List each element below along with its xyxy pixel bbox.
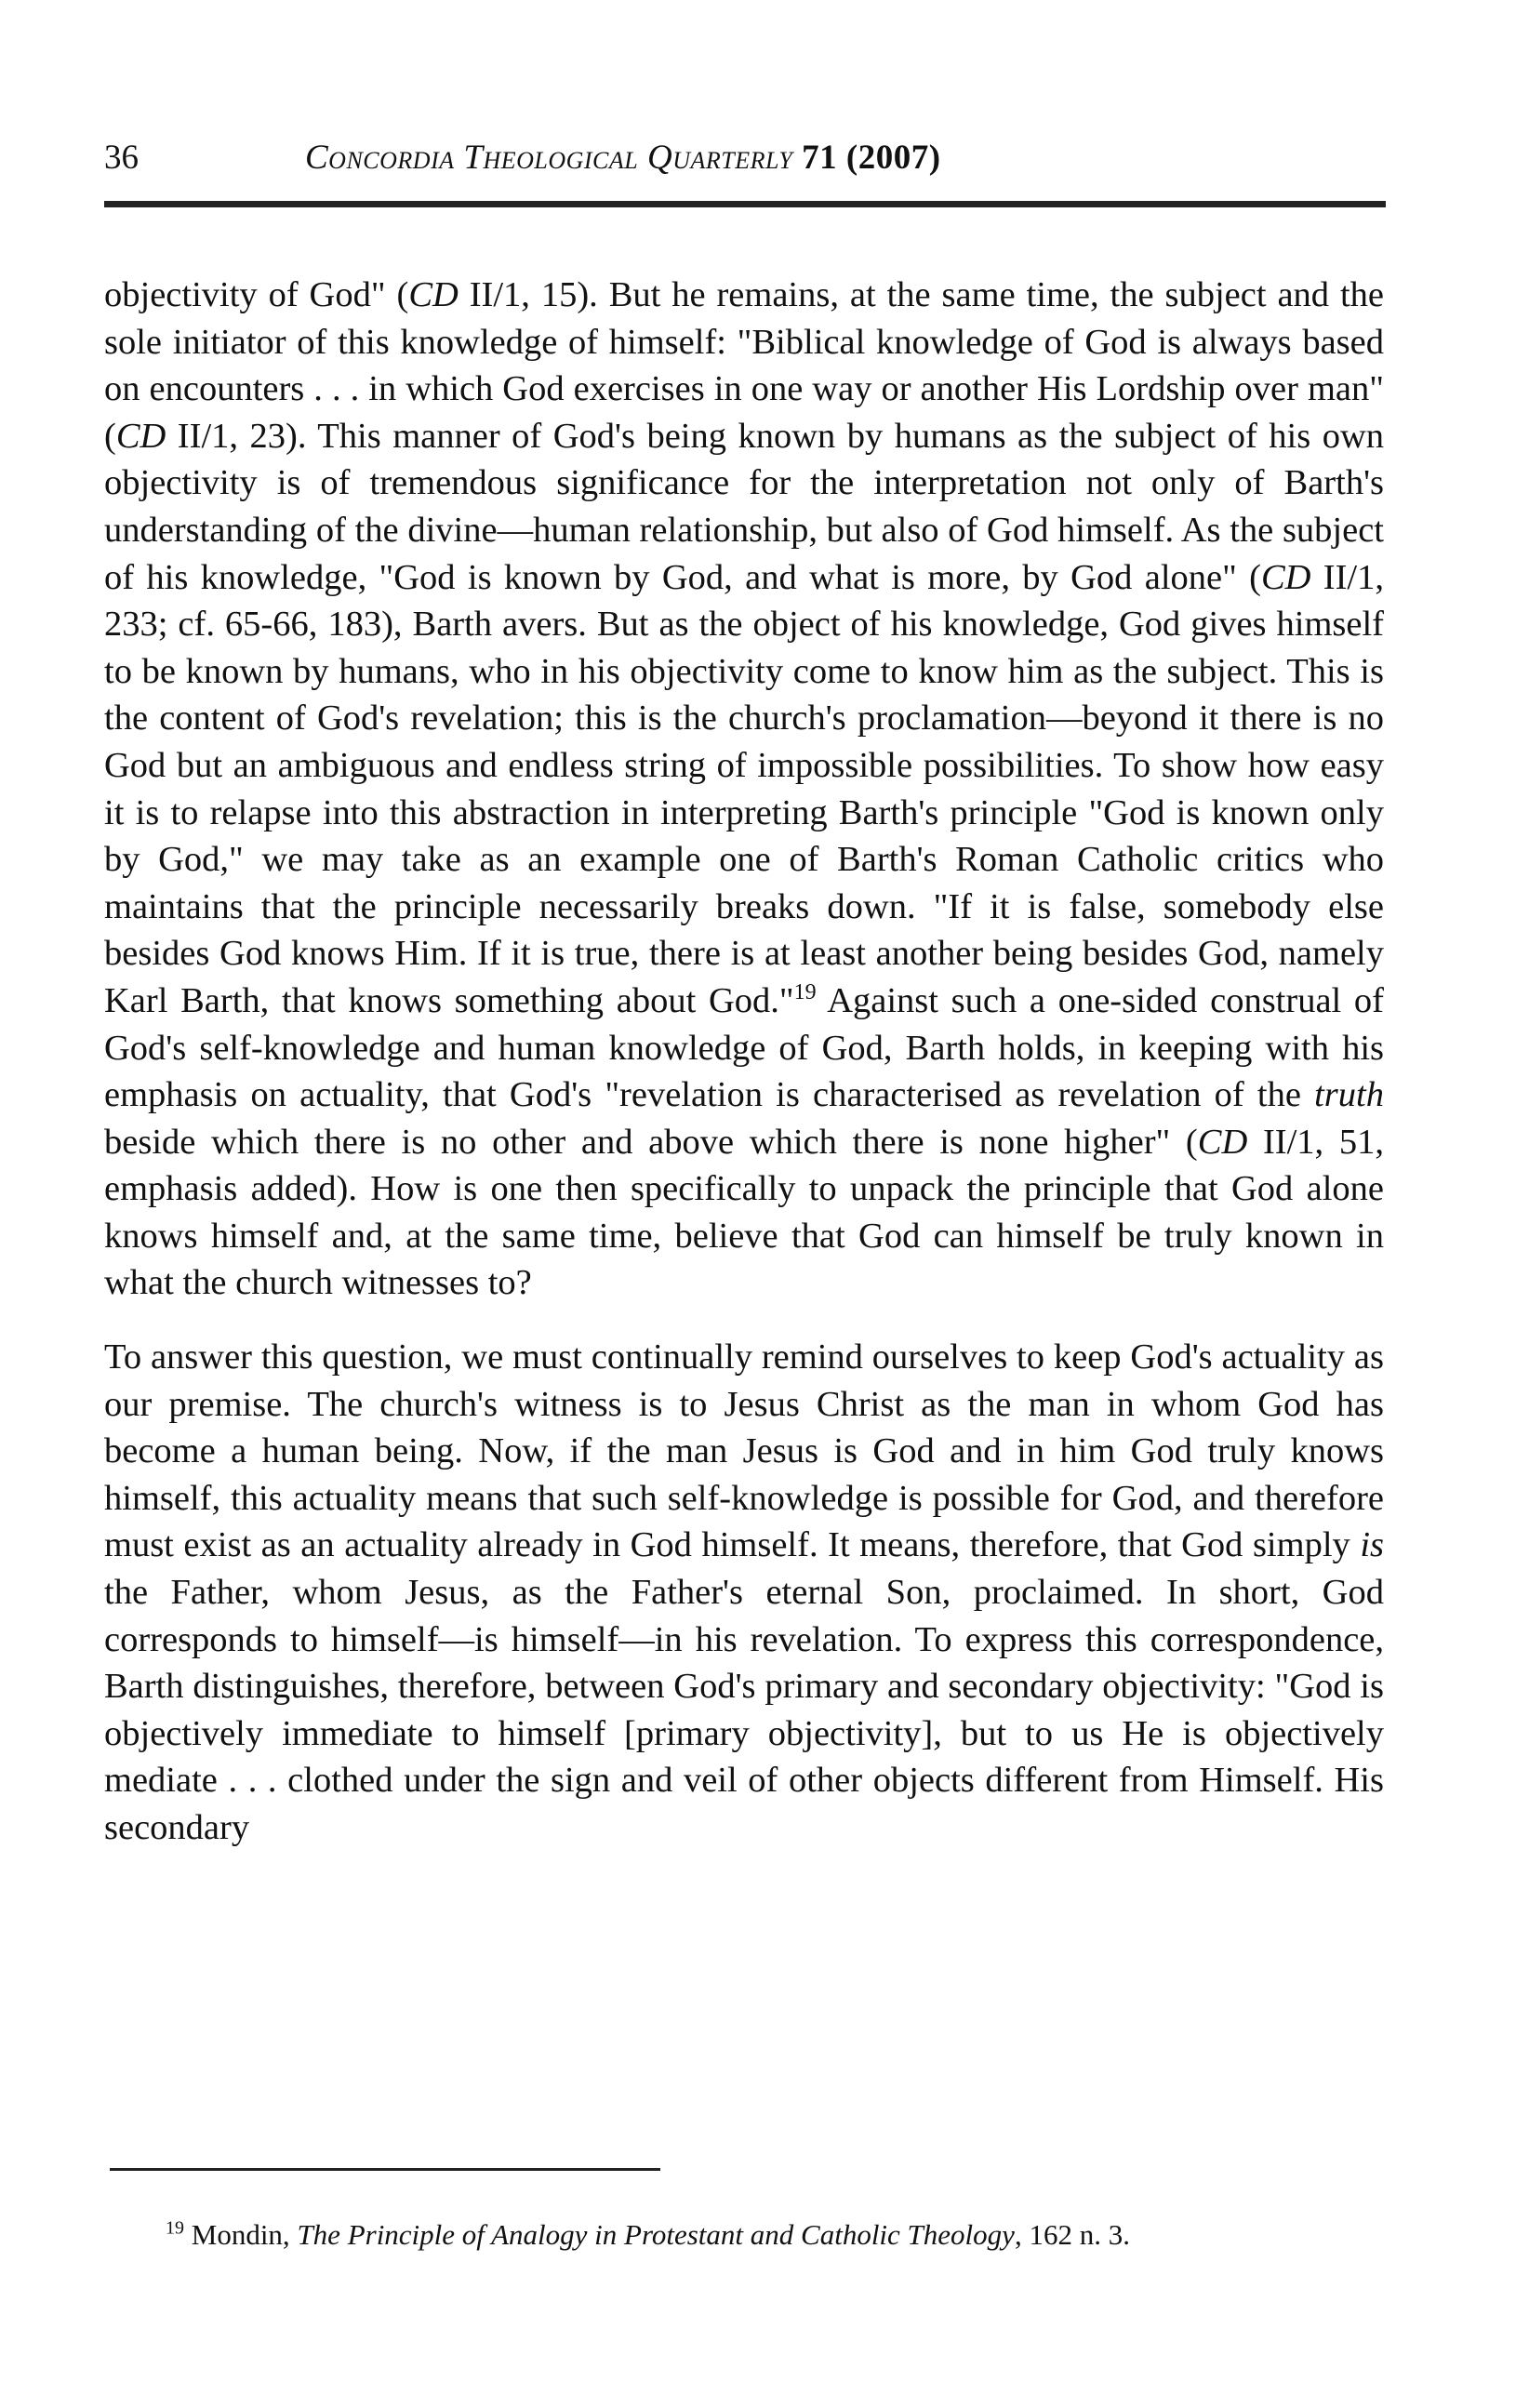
footnote-rest: , 162 n. 3. (1014, 2218, 1130, 2251)
footnote-reference[interactable]: 19 (793, 980, 817, 1005)
p1-text-g: II/1, 233; cf. 65-66, 183), Barth avers. But as the object of his knowledge, God gives himself to be known by humans, who in his objectivity come to know him as the subject. This is the content of God's revelation; this is the church's proclamation—beyond it there is no God but an ambiguous and endless string of impossible possibilities. To show how easy it is to relapse into this abstraction in interpreting Barth's principle "God is known only by God," we may take as an example one of Barth's Roman Catholic critics who maintains that the principle necessarily breaks down. "If it is false, somebody else besides God knows Him. If it is true, there is at least another being besides God, namely Karl Barth, that knows something about God." (104, 557, 1384, 1020)
p1-text-e: II/1, 23). This manner of God's being known by humans as the subject of his own objectivity is of tremendous significance for the interpretation not only of Barth's understanding of the divine—human relationship, but also of God himself. As the subject of his knowledge, "God is known by God, and what is more, by God alone" ( (104, 416, 1384, 597)
page-number: 36 (104, 139, 139, 177)
p1-cd-1: CD (408, 275, 459, 314)
footnote-number: 19 (166, 2217, 184, 2239)
journal-title: Concordia Theological Quarterly (305, 139, 793, 177)
running-header (104, 138, 1384, 193)
p2-text-a: To answer this question, we must continually remind ourselves to keep God's actuality as our premise. The church's witness is to Jesus Christ as the man in whom God has become a human being. Now, if the man Jesus is God and in him God truly knows himself, this actuality means that such self-knowledge is possible for God, and therefore must exist as an actuality already in God himself. It means, therefore, that God simply (104, 1337, 1384, 1565)
p2-text-c: the Father, whom Jesus, as the Father's eternal Son, proclaimed. In short, God corresponds to himself—is himself—in his revelation. To express this correspondence, Barth distinguishes, therefore, between God's primary and secondary objectivity: "God is objectively immediate to himself [primary objectivity], but to us He is objectively mediate . . . clothed under the sign and veil of other objects different from Himself. His secondary (104, 1573, 1384, 1847)
footnote-rule (110, 2168, 660, 2171)
p1-text-c: II/1, 15). But he remains, at the same time, the subject and the sole initiator of this knowledge of himself: "Biblical knowledge of God is always based on encounters . . . in which God exercises in one way or another His Lordship over man" ( (104, 275, 1384, 456)
p1-truth: truth (1314, 1075, 1384, 1115)
p1-cd-3: CD (1260, 557, 1311, 597)
p2-is: is (1360, 1525, 1384, 1565)
journal-running-head (305, 138, 941, 178)
p1-cd-2: CD (115, 416, 166, 456)
paragraph-2 (104, 1334, 1384, 1852)
header-rule (104, 201, 1386, 207)
p1-text-h: Against such a one-sided construal of God's self-knowledge and human knowledge of God, Barth holds, in keeping with his emphasis on actuality, that God's "revelation is characterised as revelation of the (104, 980, 1384, 1115)
p1-text-a: objectivity of God" ( (104, 275, 409, 314)
paragraph-1 (104, 272, 1384, 1307)
p1-cd-4: CD (1197, 1122, 1248, 1162)
p1-text-j: beside which there is no other and above which there is none higher" ( (104, 1122, 1198, 1162)
footnote-author: Mondin, (191, 2218, 298, 2251)
footnote-title: The Principle of Analogy in Protestant and Catholic Theology (297, 2218, 1015, 2251)
body-text (104, 272, 1384, 1852)
journal-issue: 71 (2007) (802, 139, 941, 177)
p1-text-l: II/1, 51, emphasis added). How is one then specifically to unpack the principle that God alone knows himself and, at the same time, believe that God can himself be truly known in what the church witnesses to? (104, 1122, 1384, 1303)
footnote-19 (166, 2216, 1130, 2254)
